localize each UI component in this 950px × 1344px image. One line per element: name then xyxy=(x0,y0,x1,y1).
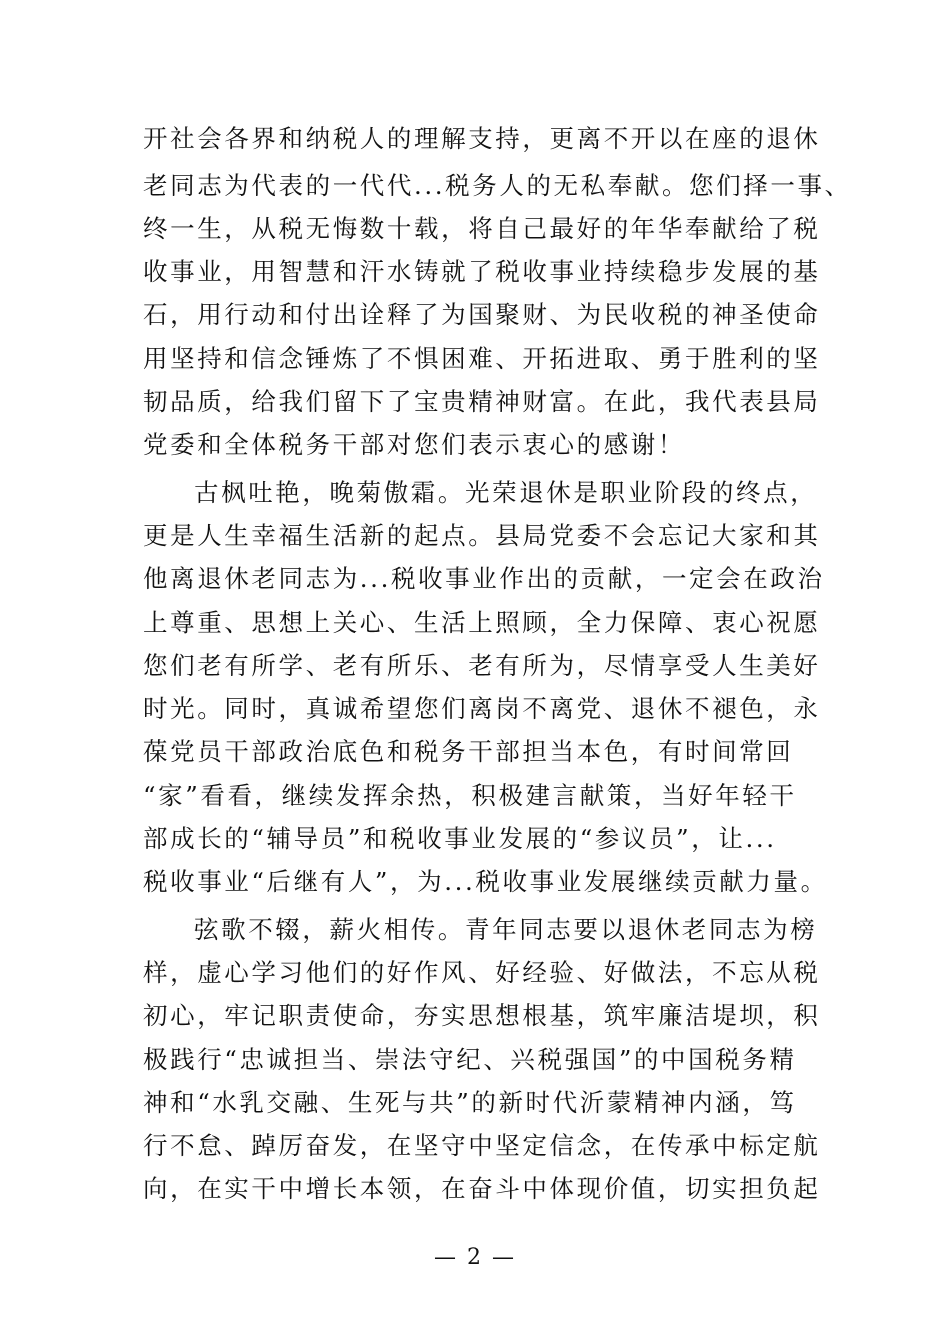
text-line: 部成长的“辅导员”和税收事业发展的“参议员”，让... xyxy=(143,824,777,853)
text-line: 样，虚心学习他们的好作风、好经验、好做法，不忘从税 xyxy=(143,958,821,987)
text-line: 收事业，用智慧和汗水铸就了税收事业持续稳步发展的基 xyxy=(143,257,821,286)
text-line: 他离退休老同志为...税收事业作出的贡献，一定会在政治 xyxy=(143,564,825,593)
text-line: 上尊重、思想上关心、生活上照顾，全力保障、衷心祝愿 xyxy=(143,608,821,637)
text-line: 葆党员干部政治底色和税务干部担当本色，有时间常回 xyxy=(143,737,794,766)
paragraph-start-line: 弦歌不辍，薪火相传。青年同志要以退休老同志为榜 xyxy=(194,915,818,944)
text-line: 向，在实干中增长本领，在奋斗中体现价值，切实担负起 xyxy=(143,1174,821,1203)
text-line: 用坚持和信念锤炼了不惧困难、开拓进取、勇于胜利的坚 xyxy=(143,344,821,373)
text-line: 党委和全体税务干部对您们表示衷心的感谢！ xyxy=(143,430,685,459)
text-line: 行不怠、踔厉奋发，在坚守中坚定信念，在传承中标定航 xyxy=(143,1131,821,1160)
paragraph-start-line: 古枫吐艳，晚菊傲霜。光荣退休是职业阶段的终点， xyxy=(194,478,818,507)
text-line: “家”看看，继续发挥余热，积极建言献策，当好年轻干 xyxy=(143,781,797,810)
text-line: 初心，牢记职责使命，夯实思想根基，筑牢廉洁堤坝，积 xyxy=(143,1001,821,1030)
text-line: 更是人生幸福生活新的起点。县局党委不会忘记大家和其 xyxy=(143,521,821,550)
text-line: 终一生，从税无悔数十载，将自己最好的年华奉献给了税 xyxy=(143,214,821,243)
text-line: 您们老有所学、老有所乐、老有所为，尽情享受人生美好 xyxy=(143,651,821,680)
text-line: 极践行“忠诚担当、崇法守纪、兴税强国”的中国税务精 xyxy=(143,1045,797,1074)
text-line: 开社会各界和纳税人的理解支持，更离不开以在座的退休 xyxy=(143,124,821,153)
text-line: 税收事业“后继有人”，为...税收事业发展继续贡献力量。 xyxy=(143,867,828,896)
text-line: 韧品质，给我们留下了宝贵精神财富。在此，我代表县局 xyxy=(143,387,821,416)
text-line: 神和“水乳交融、生死与共”的新时代沂蒙精神内涵，笃 xyxy=(143,1088,797,1117)
text-line: 时光。同时，真诚希望您们离岗不离党、退休不褪色，永 xyxy=(143,694,821,723)
page-number: — 2 — xyxy=(434,1245,516,1270)
text-line: 石，用行动和付出诠释了为国聚财、为民收税的神圣使命 xyxy=(143,300,821,329)
text-line: 老同志为代表的一代代...税务人的无私奉献。您们择一事、 xyxy=(143,171,852,200)
